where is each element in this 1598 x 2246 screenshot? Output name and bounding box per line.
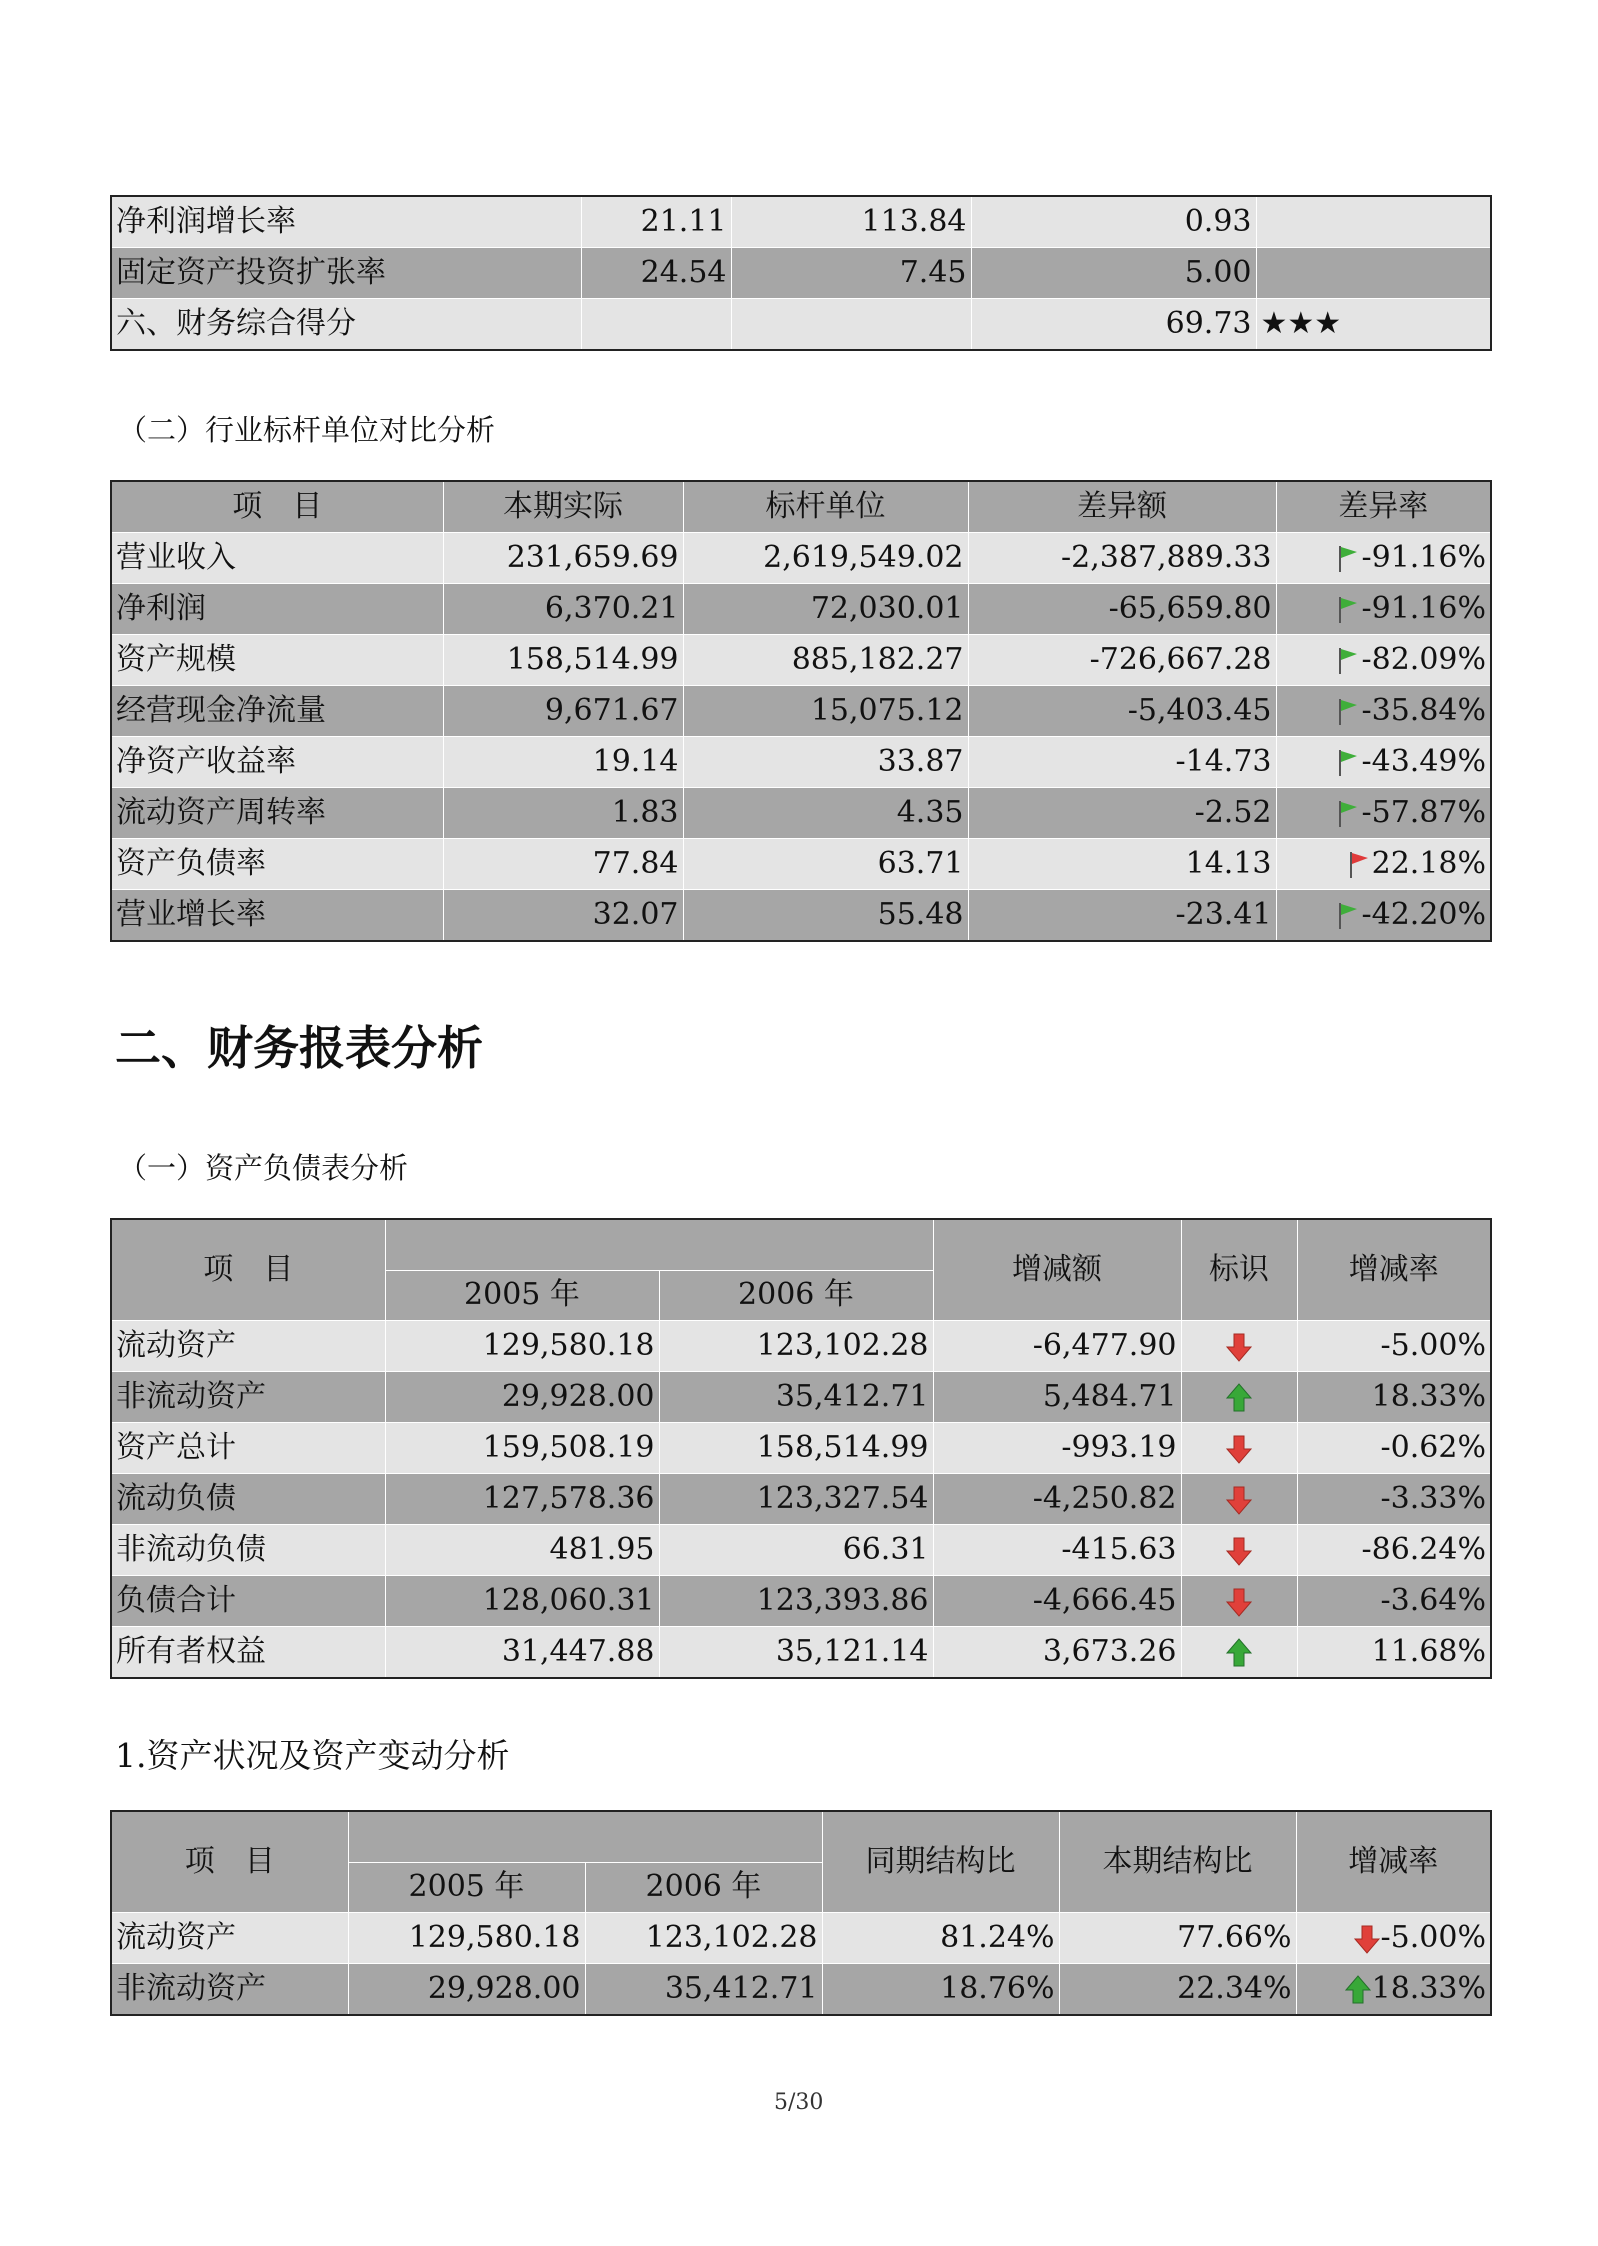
table-row <box>111 1913 1491 1964</box>
arrow-up-icon <box>1344 1974 1372 2006</box>
arrow-down-icon <box>1225 1535 1253 1567</box>
table-header-row <box>111 1811 1491 1862</box>
rate-cell <box>1276 788 1491 839</box>
table-row <box>111 635 1491 686</box>
row-label: 净利润增长率 <box>111 196 581 248</box>
change-value: -4,250.82 <box>933 1474 1181 1525</box>
table-row <box>111 299 1491 351</box>
header-prev-struct: 同期结构比 <box>822 1811 1059 1913</box>
mark-cell <box>1181 1576 1297 1627</box>
arrow-up-icon <box>1225 1637 1253 1669</box>
cell-value: 69.73 <box>971 299 1256 351</box>
header-2006: 2006 年 <box>659 1270 933 1321</box>
diff-value: -2.52 <box>968 788 1276 839</box>
value-2005: 129,580.18 <box>348 1913 585 1964</box>
benchmark-value: 885,182.27 <box>683 635 968 686</box>
value-2005: 29,928.00 <box>348 1964 585 2016</box>
cur-struct-value: 77.66% <box>1059 1913 1296 1964</box>
table-row <box>111 1525 1491 1576</box>
header-change: 增减额 <box>933 1219 1181 1321</box>
row-label: 资产负债率 <box>111 839 443 890</box>
header-year-group <box>385 1219 933 1270</box>
cell-value: 7.45 <box>731 248 971 299</box>
row-label: 流动资产周转率 <box>111 788 443 839</box>
green-flag-icon <box>1336 595 1360 625</box>
arrow-up-icon <box>1225 1382 1253 1414</box>
green-flag-icon <box>1336 646 1360 676</box>
header-item: 项 目 <box>111 1811 348 1913</box>
mark-cell <box>1181 1627 1297 1679</box>
row-label: 净利润 <box>111 584 443 635</box>
table-row <box>111 737 1491 788</box>
rate-value: -43.49% <box>1361 744 1486 779</box>
value-2005: 29,928.00 <box>385 1372 659 1423</box>
table-row <box>111 1627 1491 1679</box>
rate-value: -5.00% <box>1380 1920 1486 1955</box>
assets-table <box>110 1810 1492 2016</box>
header-2006: 2006 年 <box>585 1862 822 1913</box>
row-label: 固定资产投资扩张率 <box>111 248 581 299</box>
green-flag-icon <box>1336 697 1360 727</box>
rate-value: -91.16% <box>1361 540 1486 575</box>
mark-cell <box>1181 1474 1297 1525</box>
diff-value: -23.41 <box>968 890 1276 942</box>
balance-heading: （一）资产负债表分析 <box>118 1151 409 1185</box>
row-label: 六、财务综合得分 <box>111 299 581 351</box>
benchmark-value: 4.35 <box>683 788 968 839</box>
row-label: 净资产收益率 <box>111 737 443 788</box>
row-label: 所有者权益 <box>111 1627 385 1679</box>
rate-cell <box>1276 737 1491 788</box>
value-2006: 35,121.14 <box>659 1627 933 1679</box>
value-2005: 127,578.36 <box>385 1474 659 1525</box>
change-value: -6,477.90 <box>933 1321 1181 1372</box>
rate-value: -82.09% <box>1361 642 1486 677</box>
header-item: 项 目 <box>111 1219 385 1321</box>
row-label: 流动负债 <box>111 1474 385 1525</box>
header-2005: 2005 年 <box>385 1270 659 1321</box>
rate-cell <box>1276 635 1491 686</box>
benchmark-heading: （二）行业标杆单位对比分析 <box>118 413 496 447</box>
benchmark-value: 33.87 <box>683 737 968 788</box>
header-benchmark: 标杆单位 <box>683 481 968 533</box>
cell-value: 5.00 <box>971 248 1256 299</box>
table-row <box>111 1474 1491 1525</box>
value-2006: 66.31 <box>659 1525 933 1576</box>
diff-value: -5,403.45 <box>968 686 1276 737</box>
change-value: -993.19 <box>933 1423 1181 1474</box>
header-year-group <box>348 1811 822 1862</box>
rate-cell <box>1276 686 1491 737</box>
header-2005: 2005 年 <box>348 1862 585 1913</box>
row-label: 资产规模 <box>111 635 443 686</box>
table-row <box>111 533 1491 584</box>
arrow-down-icon <box>1225 1331 1253 1363</box>
header-cur-struct: 本期结构比 <box>1059 1811 1296 1913</box>
row-label: 非流动资产 <box>111 1372 385 1423</box>
value-2005: 128,060.31 <box>385 1576 659 1627</box>
rating-cell <box>1256 248 1491 299</box>
rate-value: -42.20% <box>1361 897 1486 932</box>
actual-value: 32.07 <box>443 890 683 942</box>
row-label: 资产总计 <box>111 1423 385 1474</box>
header-rate: 增减率 <box>1297 1219 1491 1321</box>
table-row <box>111 1423 1491 1474</box>
rate-value: 18.33% <box>1297 1372 1491 1423</box>
row-label: 流动资产 <box>111 1913 348 1964</box>
benchmark-value: 55.48 <box>683 890 968 942</box>
rate-value: -35.84% <box>1361 693 1486 728</box>
mark-cell <box>1181 1423 1297 1474</box>
green-flag-icon <box>1336 748 1360 778</box>
header-item: 项 目 <box>111 481 443 533</box>
table-row <box>111 788 1491 839</box>
page-number: 5/30 <box>774 2090 824 2115</box>
cell-value: 113.84 <box>731 196 971 248</box>
actual-value: 1.83 <box>443 788 683 839</box>
table-row <box>111 248 1491 299</box>
arrow-down-icon <box>1225 1484 1253 1516</box>
actual-value: 231,659.69 <box>443 533 683 584</box>
header-diff: 差异额 <box>968 481 1276 533</box>
arrow-down-icon <box>1353 1923 1381 1955</box>
table-row <box>111 1372 1491 1423</box>
cell-value: 0.93 <box>971 196 1256 248</box>
table-row <box>111 1576 1491 1627</box>
diff-value: -2,387,889.33 <box>968 533 1276 584</box>
value-2006: 123,102.28 <box>585 1913 822 1964</box>
mark-cell <box>1181 1525 1297 1576</box>
balance-table <box>110 1218 1492 1679</box>
rate-value: -57.87% <box>1361 795 1486 830</box>
diff-value: -726,667.28 <box>968 635 1276 686</box>
actual-value: 158,514.99 <box>443 635 683 686</box>
row-label: 营业收入 <box>111 533 443 584</box>
star-rating: ★★★ <box>1256 299 1491 351</box>
rate-cell <box>1276 839 1491 890</box>
header-actual: 本期实际 <box>443 481 683 533</box>
arrow-down-icon <box>1225 1433 1253 1465</box>
row-label: 负债合计 <box>111 1576 385 1627</box>
benchmark-value: 2,619,549.02 <box>683 533 968 584</box>
indicators-table <box>110 195 1492 351</box>
green-flag-icon <box>1336 544 1360 574</box>
rating-cell <box>1256 196 1491 248</box>
table-row <box>111 686 1491 737</box>
benchmark-value: 72,030.01 <box>683 584 968 635</box>
rate-cell <box>1296 1964 1491 2016</box>
rate-value: 11.68% <box>1297 1627 1491 1679</box>
rate-value: -86.24% <box>1297 1525 1491 1576</box>
value-2005: 129,580.18 <box>385 1321 659 1372</box>
change-value: 5,484.71 <box>933 1372 1181 1423</box>
table-row <box>111 196 1491 248</box>
cell-value <box>731 299 971 351</box>
benchmark-value: 63.71 <box>683 839 968 890</box>
rate-value: -3.64% <box>1297 1576 1491 1627</box>
header-rate: 差异率 <box>1276 481 1491 533</box>
header-mark: 标识 <box>1181 1219 1297 1321</box>
table-row <box>111 584 1491 635</box>
arrow-down-icon <box>1225 1586 1253 1618</box>
table-row <box>111 839 1491 890</box>
rate-cell <box>1276 584 1491 635</box>
value-2005: 159,508.19 <box>385 1423 659 1474</box>
value-2006: 158,514.99 <box>659 1423 933 1474</box>
rate-cell <box>1296 1913 1491 1964</box>
mark-cell <box>1181 1372 1297 1423</box>
row-label: 非流动负债 <box>111 1525 385 1576</box>
red-flag-icon <box>1347 850 1371 880</box>
diff-value: 14.13 <box>968 839 1276 890</box>
table-row <box>111 1964 1491 2016</box>
mark-cell <box>1181 1321 1297 1372</box>
rate-value: -91.16% <box>1361 591 1486 626</box>
table-header-row <box>111 1219 1491 1270</box>
section-title: 二、财务报表分析 <box>115 1021 483 1075</box>
actual-value: 6,370.21 <box>443 584 683 635</box>
value-2006: 35,412.71 <box>659 1372 933 1423</box>
actual-value: 9,671.67 <box>443 686 683 737</box>
cell-value: 24.54 <box>581 248 731 299</box>
row-label: 营业增长率 <box>111 890 443 942</box>
table-row <box>111 890 1491 942</box>
value-2006: 123,102.28 <box>659 1321 933 1372</box>
rate-cell <box>1276 533 1491 584</box>
rate-value: -5.00% <box>1297 1321 1491 1372</box>
value-2006: 123,393.86 <box>659 1576 933 1627</box>
change-value: -4,666.45 <box>933 1576 1181 1627</box>
cell-value <box>581 299 731 351</box>
green-flag-icon <box>1336 799 1360 829</box>
rate-value: -0.62% <box>1297 1423 1491 1474</box>
value-2006: 123,327.54 <box>659 1474 933 1525</box>
rate-value: 22.18% <box>1371 846 1486 881</box>
table-row <box>111 1321 1491 1372</box>
row-label: 经营现金净流量 <box>111 686 443 737</box>
green-flag-icon <box>1336 901 1360 931</box>
rate-value: -3.33% <box>1297 1474 1491 1525</box>
row-label: 流动资产 <box>111 1321 385 1372</box>
header-rate: 增减率 <box>1296 1811 1491 1913</box>
actual-value: 19.14 <box>443 737 683 788</box>
benchmark-value: 15,075.12 <box>683 686 968 737</box>
diff-value: -65,659.80 <box>968 584 1276 635</box>
change-value: -415.63 <box>933 1525 1181 1576</box>
diff-value: -14.73 <box>968 737 1276 788</box>
assets-heading: 1.资产状况及资产变动分析 <box>115 1736 510 1775</box>
value-2005: 481.95 <box>385 1525 659 1576</box>
table-header-row <box>111 481 1491 533</box>
value-2005: 31,447.88 <box>385 1627 659 1679</box>
row-label: 非流动资产 <box>111 1964 348 2016</box>
rate-value: 18.33% <box>1371 1971 1486 2006</box>
actual-value: 77.84 <box>443 839 683 890</box>
cur-struct-value: 22.34% <box>1059 1964 1296 2016</box>
prev-struct-value: 81.24% <box>822 1913 1059 1964</box>
rate-cell <box>1276 890 1491 942</box>
value-2006: 35,412.71 <box>585 1964 822 2016</box>
change-value: 3,673.26 <box>933 1627 1181 1679</box>
benchmark-table <box>110 480 1492 942</box>
cell-value: 21.11 <box>581 196 731 248</box>
prev-struct-value: 18.76% <box>822 1964 1059 2016</box>
